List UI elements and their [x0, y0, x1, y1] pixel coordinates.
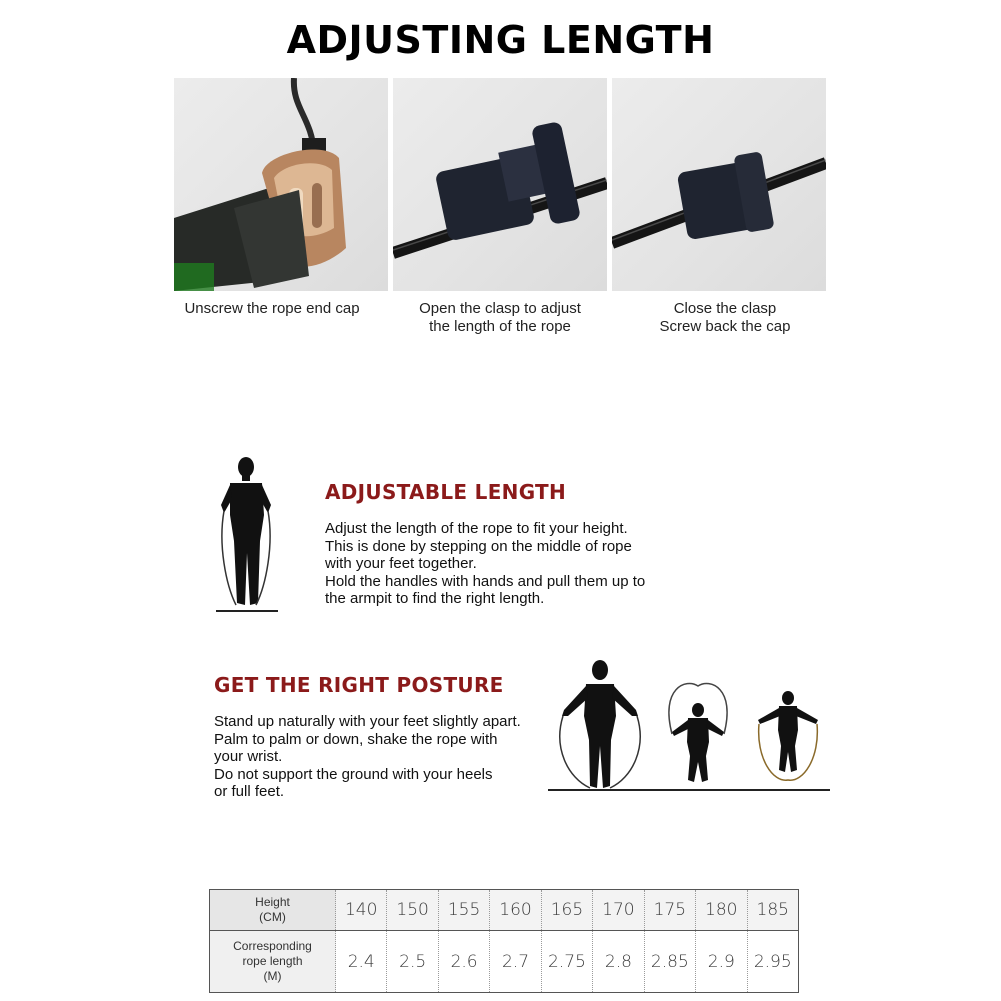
adjustable-length-heading: ADJUSTABLE LENGTH — [325, 480, 567, 504]
adjustable-length-text — [325, 520, 645, 608]
rope-length-unit: (M) — [263, 969, 282, 984]
body-line: Hold the handles with hands and pull them up to — [325, 572, 646, 590]
rope-length-label: rope length — [242, 954, 303, 969]
height-cell: 165 — [541, 890, 592, 931]
rope-end-cap-photo — [174, 78, 388, 291]
height-cell: 175 — [644, 890, 695, 931]
height-unit: (CM) — [259, 910, 286, 925]
rope-length-cell: 2.85 — [644, 931, 695, 993]
posture-text — [214, 713, 521, 801]
step-caption-open-clasp — [393, 300, 607, 336]
body-line: the armpit to find the right length. — [325, 590, 545, 607]
height-cell: 160 — [490, 890, 541, 931]
standing-silhouette-icon — [216, 455, 278, 620]
rope-length-cell: 2.5 — [387, 931, 438, 993]
rope-length-row — [210, 931, 799, 993]
caption-line: Close the clasp — [673, 300, 777, 317]
rope-length-label: Corresponding — [233, 939, 312, 954]
jumping-silhouettes-icon — [548, 658, 830, 799]
body-line: Adjust the length of the rope to fit your height. — [325, 520, 628, 537]
caption-line: the length of the rope — [429, 318, 571, 335]
rope-length-table — [209, 889, 799, 993]
page-title: ADJUSTING LENGTH — [286, 18, 715, 62]
body-line: with your feet together. — [325, 555, 477, 572]
rope-length-cell: 2.9 — [696, 931, 747, 993]
rope-length-cell: 2.4 — [336, 931, 387, 993]
height-cell: 140 — [336, 890, 387, 931]
rope-length-cell: 2.6 — [438, 931, 489, 993]
height-header — [210, 890, 336, 931]
closed-clasp-photo — [612, 78, 826, 291]
caption-line: Screw back the cap — [659, 318, 791, 335]
rope-length-header — [210, 931, 336, 993]
rope-length-cell: 2.7 — [490, 931, 541, 993]
height-cell: 150 — [387, 890, 438, 931]
height-label: Height — [255, 895, 290, 910]
height-cell: 170 — [593, 890, 644, 931]
caption-line: Unscrew the rope end cap — [184, 300, 360, 317]
rope-length-cell: 2.8 — [593, 931, 644, 993]
body-line: This is done by stepping on the middle of rope — [325, 537, 632, 555]
height-cell: 185 — [747, 890, 799, 931]
height-cell: 155 — [438, 890, 489, 931]
body-line: Palm to palm or down, shake the rope with — [214, 730, 498, 748]
height-row — [210, 890, 799, 931]
height-cell: 180 — [696, 890, 747, 931]
posture-heading: GET THE RIGHT POSTURE — [214, 673, 504, 697]
body-line: your wrist. — [214, 748, 283, 765]
body-line: Do not support the ground with your heels — [214, 765, 493, 783]
step-caption-unscrew — [165, 300, 379, 318]
body-line: Stand up naturally with your feet slightly apart. — [214, 713, 521, 730]
step-caption-close-clasp — [618, 300, 832, 336]
caption-line: Open the clasp to adjust — [419, 300, 581, 317]
body-line: or full feet. — [214, 783, 285, 800]
rope-length-cell: 2.75 — [541, 931, 592, 993]
open-clasp-photo — [393, 78, 607, 291]
rope-length-cell: 2.95 — [747, 931, 799, 993]
